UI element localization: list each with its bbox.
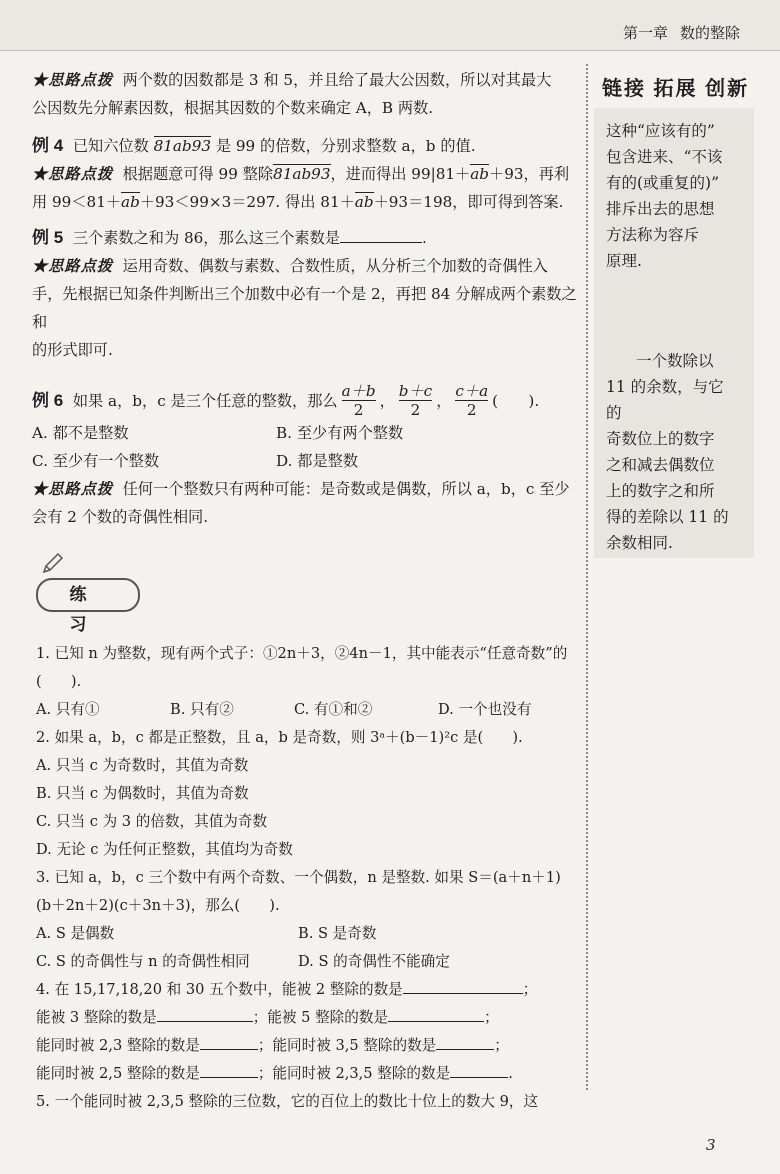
sidebar-note-2-line: 得的差除以 11 的 bbox=[606, 508, 729, 526]
fraction-3-den: 2 bbox=[466, 401, 477, 419]
example-5-end: . bbox=[422, 229, 427, 247]
sidebar-note-2 bbox=[606, 348, 734, 556]
answer-blank[interactable] bbox=[403, 977, 523, 994]
answer-blank[interactable] bbox=[450, 1061, 508, 1078]
hint-label: ★思路点拨 bbox=[32, 165, 113, 183]
question-4-line-2 bbox=[36, 1004, 586, 1032]
option-a[interactable]: A. 只有① bbox=[36, 701, 100, 718]
question-1 bbox=[36, 640, 586, 1116]
option-c[interactable]: C. 至少有一个整数 bbox=[32, 452, 160, 470]
question-1-text: 1. 已知 n 为整数，现有两个式子：①2n＋3，②4n－1，其中能表示“任意奇数”的 bbox=[36, 645, 568, 662]
fraction-2-num: b＋c bbox=[398, 382, 433, 400]
question-3-text-2: (b＋2n＋2)(c＋3n＋3)，那么( ). bbox=[36, 897, 280, 914]
question-4-text: 能同时被 2,5 整除的数是 bbox=[36, 1065, 200, 1082]
hint-4-text-c: ＋93，再利 bbox=[489, 165, 570, 183]
question-4-text: ；能被 5 整除的数是 bbox=[252, 1009, 389, 1026]
sidebar-note-1-line: 方法称为容斥 bbox=[606, 226, 700, 244]
answer-blank[interactable] bbox=[436, 1033, 494, 1050]
option-d[interactable]: D. 一个也没有 bbox=[438, 701, 532, 718]
option-b[interactable]: B. 至少有两个整数 bbox=[276, 424, 404, 442]
hint-6-line-1: 任何一个整数只有两种可能：是奇数或是偶数，所以 a，b，c 至少 bbox=[122, 480, 570, 498]
example-5-blank[interactable] bbox=[340, 226, 422, 243]
hint-4-text-a: 根据题意可得 99 整除 bbox=[122, 165, 274, 183]
separator: ； bbox=[522, 981, 538, 998]
separator: . bbox=[508, 1065, 513, 1082]
question-4-text: 能同时被 2,3 整除的数是 bbox=[36, 1037, 200, 1054]
example-4-number: 81ab93 bbox=[153, 137, 212, 155]
question-3-text: 3. 已知 a，b，c 三个数中有两个奇数、一个偶数，n 是整数. 如果 S＝(a＋n＋1) bbox=[36, 869, 561, 886]
option-b[interactable]: B. 只有② bbox=[170, 701, 234, 718]
example-6-end: ( ). bbox=[492, 391, 540, 410]
hint-4-line-2-b: ＋93＜99×3＝297. 得出 81＋ bbox=[139, 193, 355, 211]
question-2-text: 2. 如果 a，b，c 都是正整数，且 a，b 是奇数，则 3ᵃ＋(b－1)²c 是( ). bbox=[36, 729, 523, 746]
sidebar-title: 链接 拓展 创新 bbox=[602, 78, 750, 100]
example-4-text-a: 已知六位数 bbox=[72, 137, 149, 155]
example-6-label: 例 6 bbox=[32, 390, 64, 410]
chapter-number: 第一章 bbox=[622, 24, 668, 42]
question-1-paren: ( ). bbox=[36, 673, 82, 690]
question-4-line-3 bbox=[36, 1032, 586, 1060]
option-c[interactable]: C. 有①和② bbox=[294, 701, 373, 718]
example-4-text-b: 是 99 的倍数，分别求整数 a，b 的值. bbox=[215, 137, 476, 155]
separator: ； bbox=[494, 1037, 509, 1054]
sidebar-note-1-line: 这种“应该有的” bbox=[606, 122, 715, 140]
fraction-3-num: c＋a bbox=[455, 382, 489, 400]
hint-4-ab-3: ab bbox=[354, 193, 374, 211]
fraction-3 bbox=[455, 382, 488, 419]
hint-label: ★思路点拨 bbox=[32, 71, 113, 89]
sidebar-note-2-line: 之和减去偶数位 bbox=[606, 456, 715, 474]
fraction-1 bbox=[342, 382, 376, 419]
option-c[interactable]: C. S 的奇偶性与 n 的奇偶性相同 bbox=[36, 953, 250, 970]
sidebar-note-1-line: 排斥出去的思想 bbox=[606, 200, 715, 218]
fraction-1-num: a＋b bbox=[341, 382, 376, 400]
question-3-options-row-1 bbox=[36, 920, 586, 948]
example-6-options-row-2 bbox=[32, 447, 580, 475]
example-5 bbox=[32, 224, 580, 252]
sidebar-box bbox=[594, 108, 754, 558]
question-4-text: 4. 在 15,17,18,20 和 30 五个数中，能被 2 整除的数是 bbox=[36, 981, 403, 998]
question-4-text: ；能同时被 3,5 整除的数是 bbox=[257, 1037, 437, 1054]
hint-5-line-3: 的形式即可. bbox=[32, 341, 113, 359]
hint-6 bbox=[32, 475, 580, 503]
sidebar-note-1-line: 原理. bbox=[606, 252, 642, 270]
example-5-text: 三个素数之和为 86，那么这三个素数是 bbox=[72, 229, 340, 247]
answer-blank[interactable] bbox=[200, 1033, 258, 1050]
hint-4-ab: ab bbox=[470, 165, 490, 183]
question-4-line-1 bbox=[36, 976, 586, 1004]
example-4-label: 例 4 bbox=[32, 136, 64, 155]
sidebar-note-2-line: 奇数位上的数字 bbox=[606, 430, 715, 448]
hint-4-line-2-c: ＋93＝198，即可得到答案. bbox=[373, 193, 564, 211]
separator: ； bbox=[484, 1009, 499, 1026]
hint-4-text-b: ，进而得出 99|81＋ bbox=[330, 165, 471, 183]
sidebar-note-2-line: 11 的余数，与它的 bbox=[606, 378, 724, 422]
hint-label: ★思路点拨 bbox=[32, 257, 113, 275]
hint-4-line-2-a: 用 99＜81＋ bbox=[32, 193, 122, 211]
answer-blank[interactable] bbox=[388, 1005, 484, 1022]
sidebar-note-2-line: 余数相同. bbox=[606, 534, 673, 552]
hint-5-line-2: 手，先根据已知条件判断出三个加数中必有一个是 2，再把 84 分解成两个素数之和 bbox=[32, 285, 577, 331]
main-content bbox=[32, 66, 580, 531]
sidebar-note-1 bbox=[606, 118, 734, 274]
answer-blank[interactable] bbox=[200, 1061, 258, 1078]
fraction-2-den: 2 bbox=[410, 401, 421, 419]
chapter-title bbox=[611, 22, 740, 43]
fraction-2 bbox=[399, 382, 432, 419]
chapter-section: 数的整除 bbox=[679, 24, 740, 42]
hint-4-line-2 bbox=[32, 188, 580, 216]
hint-4 bbox=[32, 160, 580, 188]
hint-5 bbox=[32, 252, 580, 280]
fraction-1-den: 2 bbox=[353, 401, 364, 419]
page-number: 3 bbox=[706, 1136, 716, 1154]
option-a[interactable]: A. 都不是整数 bbox=[32, 424, 129, 442]
sidebar-note-2-line: 上的数字之和所 bbox=[606, 482, 715, 500]
answer-blank[interactable] bbox=[157, 1005, 253, 1022]
question-4-line-4 bbox=[36, 1060, 586, 1088]
practice-title: 练 习 bbox=[36, 578, 140, 612]
hint-1 bbox=[32, 66, 580, 94]
question-5-text: 5. 一个能同时被 2,3,5 整除的三位数，它的百位上的数比十位上的数大 9，这 bbox=[36, 1093, 539, 1110]
hint-label: ★思路点拨 bbox=[32, 480, 113, 498]
hint-4-ab-2: ab bbox=[121, 193, 140, 211]
example-6-text: 如果 a，b，c 是三个任意的整数，那么 bbox=[72, 391, 338, 410]
page-header bbox=[0, 0, 780, 51]
question-3-options-row-2 bbox=[36, 948, 586, 976]
option-a[interactable]: A. S 是偶数 bbox=[36, 925, 115, 942]
example-4 bbox=[32, 132, 580, 160]
example-6-options-row-1 bbox=[32, 419, 580, 447]
hint-1-line-2: 公因数先分解素因数，根据其因数的个数来确定 A，B 两数. bbox=[32, 99, 434, 117]
example-6: 例 6 如果 a，b，c 是三个任意的整数，那么 $\frac{a+b}{2}$ ， $\frac{b+c}{2}$ ， $\frac{c+a}{2}$ ( ). bbox=[32, 382, 540, 419]
option-d[interactable]: D. 无论 c 为任何正整数，其值均为奇数 bbox=[36, 841, 293, 858]
question-4-text: ；能同时被 2,3,5 整除的数是 bbox=[257, 1065, 451, 1082]
option-b[interactable]: B. S 是奇数 bbox=[298, 925, 377, 942]
hint-5-line-1: 运用奇数、偶数与素数、合数性质，从分析三个加数的奇偶性入 bbox=[122, 257, 548, 275]
question-4-text: 能被 3 整除的数是 bbox=[36, 1009, 157, 1026]
sidebar bbox=[586, 64, 756, 1090]
hint-4-number: 81ab93 bbox=[273, 165, 331, 183]
option-d[interactable]: D. S 的奇偶性不能确定 bbox=[298, 953, 450, 970]
option-d[interactable]: D. 都是整数 bbox=[276, 452, 359, 470]
option-a[interactable]: A. 只当 c 为奇数时，其值为奇数 bbox=[36, 757, 249, 774]
option-c[interactable]: C. 只当 c 为 3 的倍数，其值为奇数 bbox=[36, 813, 268, 830]
option-b[interactable]: B. 只当 c 为偶数时，其值为奇数 bbox=[36, 785, 249, 802]
sidebar-note-2-line: 一个数除以 bbox=[636, 352, 714, 370]
question-1-options bbox=[36, 696, 586, 724]
example-5-label: 例 5 bbox=[32, 228, 64, 247]
hint-6-line-2: 会有 2 个数的奇偶性相同. bbox=[32, 508, 209, 526]
sidebar-note-1-line: 有的(或重复的)” bbox=[606, 174, 720, 192]
hint-1-line-1: 两个数的因数都是 3 和 5，并且给了最大公因数，所以对其最大 bbox=[122, 71, 552, 89]
pencil-icon bbox=[40, 552, 64, 576]
sidebar-note-1-line: 包含进来、“不该 bbox=[606, 148, 723, 166]
